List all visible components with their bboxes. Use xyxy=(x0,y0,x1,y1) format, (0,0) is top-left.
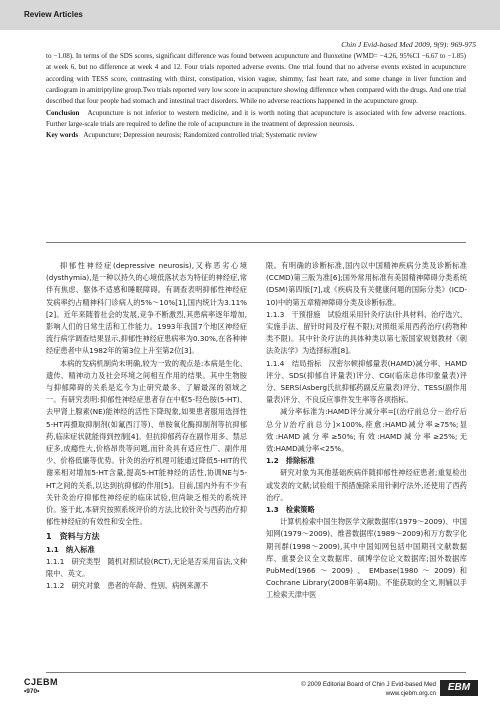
ebm-logo: EBM xyxy=(440,680,478,696)
conclusion-text: Acupuncture is not inferior to western medicine, and it is worth noting that acupuncture is associated with few adverse reactions. Further large-scale trials are required to define the role of acupuncture in the treatment of depression neurosis. xyxy=(46,108,467,129)
subsection-inclusion: 1.1 纳入标准 xyxy=(46,544,95,554)
journal-url: www.cjebm.org.cn xyxy=(385,690,436,697)
study-type-paragraph: 1.1.1 研究类型 随机对照试验(RCT),无论是否采用盲法,文种限中、英文。 xyxy=(46,556,247,579)
section-header-bar xyxy=(0,0,500,30)
page-number: •970• xyxy=(24,688,40,695)
search-paragraph: 计算机检索中国生物医学文献数据库(1979～2009)、中国知网(1979～2009)、维普数据库(1989～2009)和万方数字化期刊群(1998～2009),其中中国知网包括中国期刊文献数据库、重要会议全文数据库、硕博学位论文数据库;国外数据库PubMed(1966～2009)、EMbase(1980～2009)和Cochrane Library(2008年第4期)。不能获取的全文,则辅以手工检索天津中医 xyxy=(266,517,467,600)
abstract-conclusion xyxy=(46,108,466,131)
keywords-text: Acupuncture; Depression neurosis; Randomized controlled trial; Systematic review xyxy=(83,131,318,140)
study-subject-paragraph: 1.1.2 研究对象 患者的年龄、性别、病例来源不 xyxy=(46,581,209,591)
keywords-label: Key words xyxy=(46,131,79,140)
footer-right xyxy=(301,680,436,698)
abstract xyxy=(46,51,466,142)
journal-citation: Chin J Evid-based Med 2009, 9(9): 969-975 xyxy=(341,40,476,49)
copyright-text: © 2009 Editorial Board of Chin J Evid-based Med xyxy=(301,681,436,688)
journal-logo: CJEBM xyxy=(24,677,59,687)
outcome-paragraph: 1.1.4 结局指标 汉密尔顿抑郁量表(HAMD)减分率、HAMD评分、SDS(抑郁自评量表)评分、CGI(临床总体印象量表)评分、SERS(Asberg氏抗抑郁药副反应量表)评分、TESS(副作用量表)评分、不良反应事件发生率等各项指标。 xyxy=(266,358,467,405)
intro-paragraph-2: 本病的发病机制尚未明确,较为一致的观点是:本病是生化、遗传、精神动力及社会环境之间相互作用的结果。其中生物胺与抑郁障碍的关系是迄今为止研究最多、了解最深的领域之一。有研究表明:抑郁性神经症患者存在中枢5-羟色胺(5-HT)、去甲肾上腺素(NE)能神经的活性下降现象,如果患者服用选择性5-HT再摄取抑制剂(如氟西汀等)、单胺氧化酶抑制剂等抗抑郁药,临床症状就能得到控制[4]。但抗抑郁药存在副作用多、禁忌症多,成瘾性大,价格昂贵等问题,而针灸具有适应性广、副作用少、价格低廉等优势。针灸的治疗机理可能通过降低5-HIT的代谢来相对增加5-HT含量,提高5-HT能神经的活性,协调NE与5-HT之间的关系,以达到抗抑郁的作用[5]。目前,国内外有不少有关针灸治疗抑郁性神经症的临床试验,但尚缺乏相关的系统评价。鉴于此,本研究按照系统评价的方法,比较针灸与西药治疗抑郁性神经症的有效性和安全性。 xyxy=(46,358,247,527)
abstract-text: to −1.08). In terms of the SDS scores, significant difference was found between acupuncture and fluoxetine (WMD= −4.26, 95%CI −6.67 to −1.85) at week 6, but no difference at week 4 and 12. Four trials reported adverse events. One trial found that no adverse events existed in acupuncture according with TESS score, contrasting with thirst, constipation, vision vague, shimmy, fast heart rate, and some change in liver function and cardiogram in amitriptyline group.Two trials reported very low score in acupuncture showing difference when compared with the drugs. And one trial described that four people had stomach and intestinal tract disorders. While no adverse reactions happened in the acupuncture group. xyxy=(46,52,466,106)
abstract-divider xyxy=(46,242,466,243)
left-column xyxy=(46,260,247,592)
section-heading-methods: 1 资料与方法 xyxy=(46,532,100,542)
subsection-exclusion: 1.2 排除标准 xyxy=(266,456,315,466)
right-column xyxy=(266,260,467,602)
section-label: Review Articles xyxy=(24,10,83,19)
subsection-search: 1.3 检索策略 xyxy=(266,505,315,515)
exclusion-paragraph: 研究对象为其他基础疾病伴随抑郁性神经症患者;重复检出或发表的文献;试验组干预措施除采用针刺疗法外,还使用了西药治疗。 xyxy=(266,468,467,502)
footer-divider xyxy=(46,672,466,673)
reduction-rate-paragraph: 减分率标准为:HAMD评分减分率=[(治疗前总分－治疗后总分)/治疗前总分]×100%,痊愈:HAMD减分率≥75%;显效:HAMD减分率≥50%;有效:HAMD减分率≥25%;无效:HAMD减分率<25%。 xyxy=(266,407,467,454)
criteria-continuation: 限。有明确的诊断标准,国内以中国精神疾病分类及诊断标准(CCMD)第三版为准[6];国外常用标准有美国精神障碍分类系统(DSM)第四版[7],或《疾病及有关健康问题的国际分类》(ICD-10)中的第五章精神障碍分类及诊断标准。 xyxy=(266,261,467,307)
abstract-keywords xyxy=(46,130,466,141)
intro-paragraph-1: 抑郁性神经症(depressive neurosis),又称恶劣心境(dysthymia),是一种以持久的心境低落状态为特征的神经症,常伴有焦虑、躯体不适感和睡眠障碍。有调查表明抑郁性神经症发病率约占精神科门诊病人的5%～10%[1],国内统计为3.11%[2]。近年来随着社会的发展,竞争不断激烈,其患病率逐年增加,影响人们的日常生活和工作能力。1993年我国7个地区神经症流行病学调查结果显示,抑郁性神经症患病率为0.30%,在各种神经症患者中从1982年的第3位上升至第2位[3]。 xyxy=(46,261,247,356)
conclusion-label: Conclusion xyxy=(46,108,80,117)
intervention-paragraph: 1.1.3 干预措施 试验组采用针灸疗法(针具材料、治疗选穴、实施手法、留针时间及疗程不限);对照组采用西药治疗(药物种类不限)。其中针灸疗法的具体种类以第七版国家规划教材《刺法灸法学》为选择标准[8]。 xyxy=(266,309,467,356)
footer-left xyxy=(24,678,58,696)
